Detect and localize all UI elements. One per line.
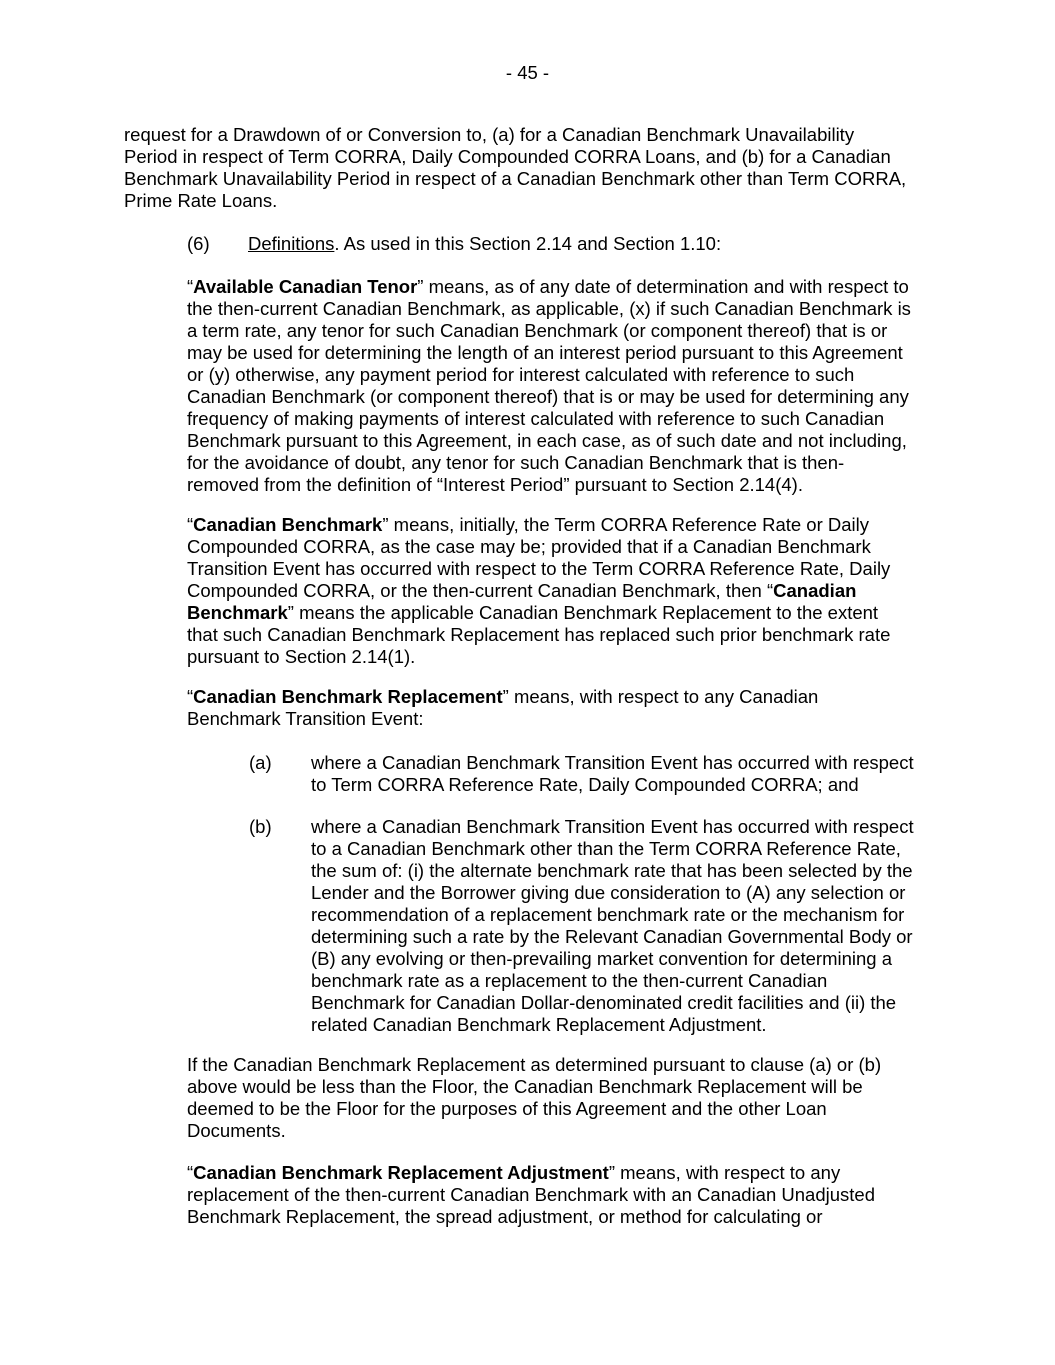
text-line: Compounded CORRA, or the then-current Canadian Benchmark, then “ [187, 580, 774, 601]
text-line: Compounded CORRA, as the case may be; provided that if a Canadian Benchmark [187, 536, 871, 557]
definition-text: ” means, initially, the Term CORRA Reference Rate or Daily [382, 514, 870, 535]
section-6-text: . As used in this Section 2.14 and Section 1.10: [334, 233, 722, 254]
text-line: or (y) otherwise, any payment period for interest calculated with reference to such [187, 364, 855, 385]
list-item-label: (a) [249, 752, 272, 773]
open-quote: “ [187, 686, 194, 707]
defined-term: Available Canadian Tenor [193, 276, 418, 297]
text-line: Benchmark Unavailability Period in respect of a Canadian Benchmark other than Term CORRA, [124, 168, 907, 189]
text-line: Benchmark Replacement, the spread adjustment, or method for calculating or [187, 1206, 823, 1227]
open-quote: “ [187, 1162, 194, 1183]
definition-available-canadian-tenor [187, 276, 911, 496]
definition-text: ” means, with respect to any Canadian [502, 686, 819, 707]
defined-term: Canadian Benchmark Replacement Adjustment [193, 1162, 609, 1183]
text-line: removed from the definition of “Interest Period” pursuant to Section 2.14(4). [187, 474, 803, 495]
text-line: Prime Rate Loans. [124, 190, 278, 211]
text-line: pursuant to Section 2.14(1). [187, 646, 416, 667]
text-line: request for a Drawdown of or Conversion to, (a) for a Canadian Benchmark Unavailability [124, 124, 855, 145]
text-line: may be used for determining the length of an interest period pursuant to this Agreement [187, 342, 903, 363]
definition-canadian-benchmark-replacement [187, 686, 818, 730]
definition-canadian-benchmark [187, 514, 890, 668]
text-line: related Canadian Benchmark Replacement Adjustment. [311, 1014, 767, 1035]
text-line: that such Canadian Benchmark Replacement has replaced such prior benchmark rate [187, 624, 891, 645]
floor-paragraph [187, 1054, 881, 1142]
text-line: determining such a rate by the Relevant Canadian Governmental Body or [311, 926, 913, 947]
defined-term: Canadian Benchmark [193, 514, 383, 535]
section-number: (6) [187, 233, 210, 254]
text-line: to Term CORRA Reference Rate, Daily Compounded CORRA; and [311, 774, 859, 795]
text-line: to a Canadian Benchmark other than the Term CORRA Reference Rate, [311, 838, 901, 859]
text-line: where a Canadian Benchmark Transition Event has occurred with respect [311, 816, 914, 837]
definitions-heading: Definitions [248, 233, 335, 254]
text-line: If the Canadian Benchmark Replacement as determined pursuant to clause (a) or (b) [187, 1054, 882, 1075]
text-line: for the avoidance of doubt, any tenor for such Canadian Benchmark that is then- [187, 452, 845, 473]
section-6-heading [187, 233, 210, 255]
text-line: Transition Event has occurred with respect to the Term CORRA Reference Rate, Daily [187, 558, 891, 579]
list-item-label: (b) [249, 816, 272, 837]
text-line: replacement of the then-current Canadian Benchmark with an Canadian Unadjusted [187, 1184, 875, 1205]
definition-text: ” means the applicable Canadian Benchmark Replacement to the extent [287, 602, 879, 623]
defined-term: Canadian Benchmark Replacement [193, 686, 503, 707]
text-line: benchmark rate as a replacement to the then-current Canadian [311, 970, 828, 991]
text-line: Benchmark Transition Event: [187, 708, 424, 729]
text-line: Lender and the Borrower giving due consideration to (A) any selection or [311, 882, 906, 903]
text-line: Period in respect of Term CORRA, Daily Compounded CORRA Loans, and (b) for a Canadian [124, 146, 891, 167]
defined-term: Benchmark [187, 602, 288, 623]
intro-paragraph [124, 124, 906, 212]
list-item-b [311, 816, 914, 1036]
text-line: deemed to be the Floor for the purposes of this Agreement and the other Loan [187, 1098, 827, 1119]
text-line: Documents. [187, 1120, 286, 1141]
definition-replacement-adjustment [187, 1162, 875, 1228]
text-line: above would be less than the Floor, the Canadian Benchmark Replacement will be [187, 1076, 863, 1097]
definition-text: ” means, with respect to any [608, 1162, 841, 1183]
text-line: where a Canadian Benchmark Transition Event has occurred with respect [311, 752, 914, 773]
text-line: Benchmark pursuant to this Agreement, in each case, as of such date and not including, [187, 430, 907, 451]
text-line: Benchmark for Canadian Dollar-denominated credit facilities and (ii) the [311, 992, 897, 1013]
text-line: the then-current Canadian Benchmark, as applicable, (x) if such Canadian Benchmark is [187, 298, 911, 319]
text-line: frequency of making payments of interest calculated with reference to such Canadian [187, 408, 885, 429]
text-line: (B) any evolving or then-prevailing market convention for determining a [311, 948, 892, 969]
list-item-a [311, 752, 914, 796]
text-line: Canadian Benchmark (or component thereof) that is or may be used for determining any [187, 386, 909, 407]
open-quote: “ [187, 276, 194, 297]
definition-text: ” means, as of any date of determination and with respect to [417, 276, 909, 297]
text-line: recommendation of a replacement benchmark rate or the mechanism for [311, 904, 905, 925]
page-number: - 45 - [505, 62, 550, 83]
text-line: a term rate, any tenor for such Canadian Benchmark (or component thereof) that is or [187, 320, 888, 341]
open-quote: “ [187, 514, 194, 535]
text-line: the sum of: (i) the alternate benchmark rate that has been selected by the [311, 860, 913, 881]
section-6-title [248, 233, 721, 255]
defined-term: Canadian [773, 580, 857, 601]
